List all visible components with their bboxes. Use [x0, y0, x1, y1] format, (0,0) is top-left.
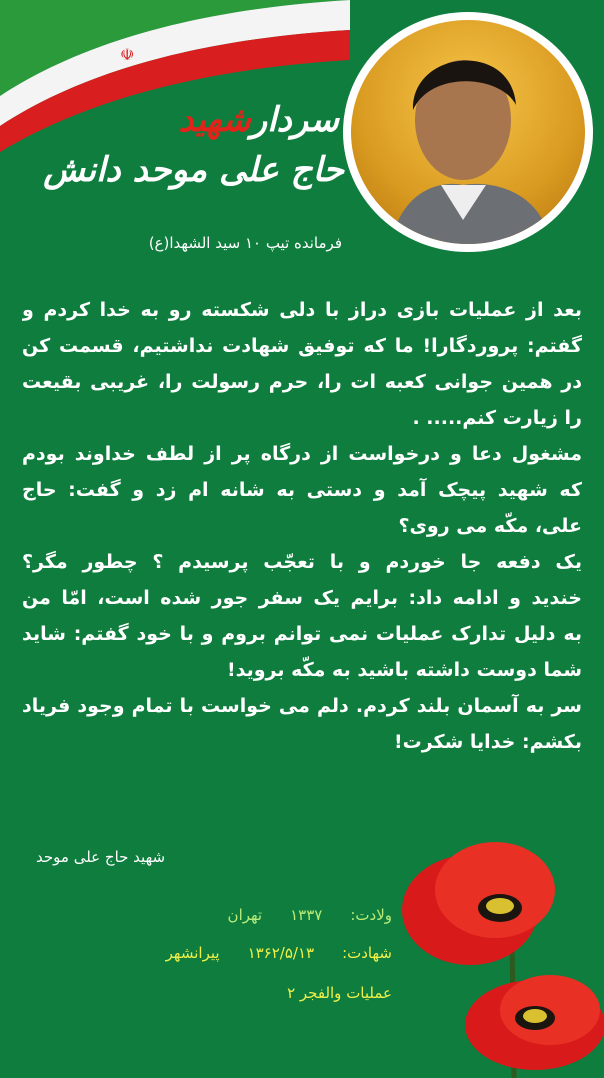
memoir-text: [22, 292, 582, 760]
martyr-word: شهید: [178, 100, 251, 140]
martyr-name: حاج علی موحد دانش: [43, 150, 344, 190]
text-line: مشغول دعا و درخواست از درگاه پر از لطف خداوند بودم: [22, 443, 582, 465]
rank-text: سردار: [250, 100, 339, 140]
poppy-flowers-icon: [400, 840, 604, 1078]
signature: شهید حاج علی موحد: [36, 848, 166, 866]
subtitle: فرمانده تیپ ۱۰ سید الشهدا(ع): [148, 234, 342, 252]
operation-name: عملیات والفجر ۲: [287, 984, 392, 1002]
martyr-portrait: [343, 12, 593, 252]
title-rank: [178, 100, 339, 140]
text-line: گفتم: پروردگارا! ما که توفیق شهادت نداشتیم، قسمت کن: [22, 335, 582, 357]
text-line: به دلیل تدارک عملیات نمی توانم بروم و با خود گفتم: شاید: [22, 623, 582, 645]
text-line: خندید و ادامه داد: برایم یک سفر جور شده است، امّا من: [22, 587, 582, 609]
text-line: شما دوست داشته باشید به مکّه بروید!: [226, 659, 582, 681]
svg-text:☫: ☫: [120, 45, 135, 64]
death-label: شهادت:: [342, 944, 392, 962]
martyrdom-info: [138, 944, 392, 962]
birth-place: تهران: [227, 906, 263, 924]
text-line: علی، مکّه می روی؟: [398, 515, 582, 537]
text-line: بکشم: خدایا شکرت!: [393, 731, 582, 753]
death-date: ۱۳۶۲/۵/۱۳: [247, 944, 315, 962]
text-line: یک دفعه جا خوردم و با تعجّب پرسیدم ؟ چطور مگر؟: [22, 551, 582, 573]
text-line: بعد از عملیات بازی دراز با دلی شکسته رو به خدا کردم و: [22, 299, 582, 321]
text-line: در همین جوانی کعبه ات را، حرم رسولت را، غریبی بقیعت: [22, 371, 582, 393]
birth-year: ۱۳۳۷: [290, 906, 323, 924]
birth-info: [200, 906, 392, 924]
text-line: سر به آسمان بلند کردم. دلم می خواست با تمام وجود فریاد: [22, 695, 582, 717]
birth-label: ولادت:: [350, 906, 392, 924]
death-place: پیرانشهر: [165, 944, 220, 962]
text-line: که شهید پیچک آمد و دستی به شانه ام زد و گفت: حاج: [22, 479, 582, 501]
text-line: را زیارت کنم..... .: [412, 407, 582, 429]
